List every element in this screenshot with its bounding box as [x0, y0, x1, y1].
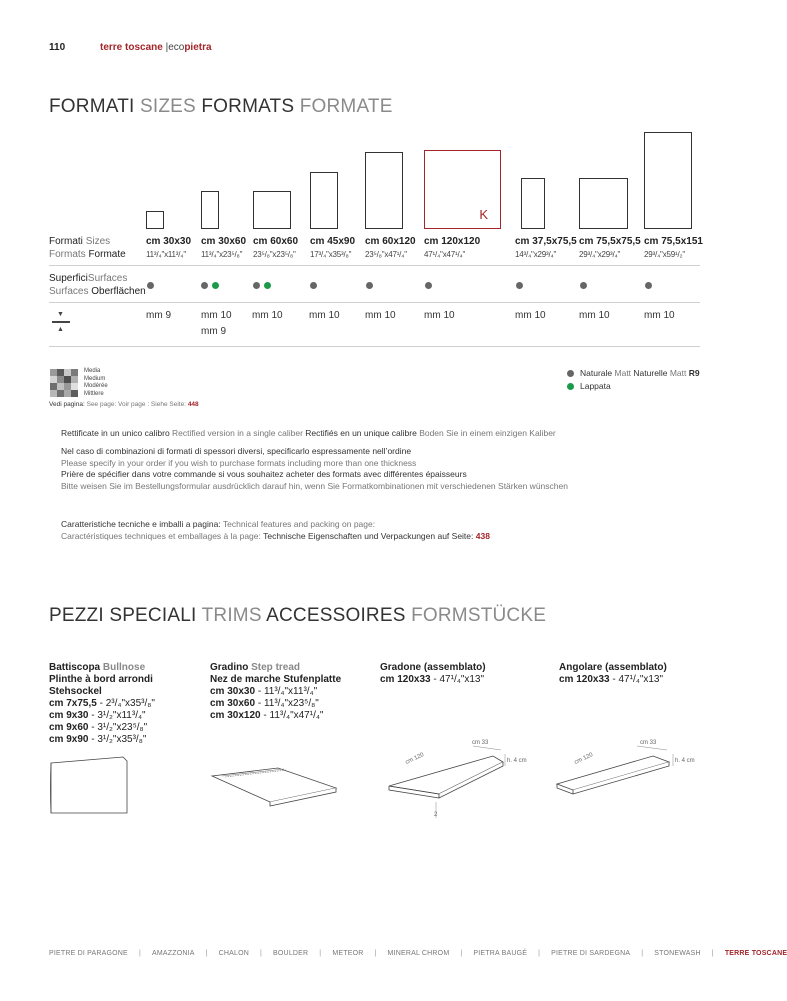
formats-title: FORMATI SIZES FORMATS FORMATE — [49, 96, 393, 117]
bullnose-drawing — [49, 755, 129, 817]
brand-name: terre toscane — [100, 42, 163, 53]
footer-link[interactable]: STONEWASH — [654, 950, 701, 957]
trims-title: PEZZI SPECIALI TRIMS ACCESSOIRES FORMSTÜCKE — [49, 605, 547, 626]
shade-variation-icon — [50, 369, 78, 397]
matt-dot — [201, 282, 208, 289]
page-number: 110 — [49, 42, 66, 53]
tile-60x120 — [365, 152, 403, 229]
legend-matt-dot — [567, 370, 574, 377]
size-inch: 17³/₄"x35³/₈" — [310, 250, 352, 259]
angolare-dim-b: cm 33 — [640, 740, 657, 746]
size-inch: 23⁵/₈"x23⁵/₈" — [253, 250, 296, 259]
size-cm: cm 120x120 — [424, 236, 481, 247]
size-cm: cm 30x30 — [146, 236, 192, 247]
size-inch: 47¹/₄"x47¹/₄" — [424, 250, 466, 259]
footer-nav: PIETRE DI PARAGONE | AMAZZONIA | CHALON | BOULDER | METEOR | MINERAL CHROM | PIETRA BAUGÉ | PIETRE DI SARDEGNA | STONEWASH | TERRE TOSCANE — [49, 950, 787, 957]
tile-75x75 — [579, 178, 628, 229]
surfaces-label-2: Surfaces Oberflächen — [49, 286, 146, 297]
size-inch: 14³/₄"x29³/₄" — [515, 250, 557, 259]
footer-link[interactable]: AMAZZONIA — [151, 950, 195, 957]
footer-link[interactable]: MINERAL CHROM — [387, 950, 450, 957]
matt-dot — [366, 282, 373, 289]
size-cm: cm 45x90 — [310, 236, 356, 247]
highlight-mark: K — [479, 207, 488, 222]
tile-60x60 — [253, 191, 291, 229]
size-cm: cm 60x120 — [365, 236, 416, 247]
variation-labels: Media Medium Modérée Mittlere — [84, 368, 108, 397]
step-tread-drawing — [210, 766, 340, 806]
brand-separator: | — [165, 42, 169, 53]
size-cm: cm 75,5x75,5 — [579, 236, 641, 247]
step-tread-block: Gradino Step tread Nez de marche Stufenplatte cm 30x30 - 11³/₄"x11³/₄" cm 30x60 - 11³/₄"x23⁵/₈" cm 30x120 - 11³/₄"x47¹/₄" — [210, 662, 342, 721]
gradone-dim-v: 2 — [434, 812, 438, 818]
thickness-value: mm 9 — [146, 310, 171, 321]
thickness-value: mm 10 — [424, 310, 455, 321]
thickness-value: mm 10 — [309, 310, 340, 321]
size-inch: 11³/₄"x23⁵/₈" — [201, 250, 243, 259]
footer-link[interactable]: PIETRE DI SARDEGNA — [551, 950, 631, 957]
thickness-value: mm 10 — [252, 310, 283, 321]
thickness-value: mm 9 — [201, 326, 226, 337]
tile-75x151 — [644, 132, 692, 229]
thickness-combination-note: Nel caso di combinazioni di formati di spessori diversi, specificarlo espressamente nell’ordine Please specify in your order if you wish to purchase formats including more than one thickness Prière de spécifier dans votre commande si vous souhaitez acheter des formats avec différentes épaisseurs Bitte weisen Sie im Bestellungsformular ausdrücklich darauf hin, wenn Sie Formatkombinationen mit verschiedenen Stärken wünschen — [61, 446, 568, 491]
matt-dot — [516, 282, 523, 289]
lappata-dot — [212, 282, 219, 289]
matt-dot — [310, 282, 317, 289]
divider — [49, 302, 700, 303]
gradone-dim-a: cm 120 — [404, 752, 426, 766]
legend-matt: Naturale Matt Naturelle Matt R9 — [580, 368, 700, 378]
matt-dot — [645, 282, 652, 289]
tile-30x60 — [201, 191, 219, 229]
size-inch: 29³/₄"x29³/₄" — [579, 250, 621, 259]
gradone-dim-b: cm 33 — [472, 740, 489, 746]
divider — [49, 346, 700, 347]
size-cm: cm 37,5x75,5 — [515, 236, 577, 247]
formats-label: Formati Sizes — [49, 236, 111, 247]
tile-120x120 — [424, 150, 501, 229]
gradone-drawing — [385, 738, 545, 820]
see-page: Vedi pagina: See page: Voir page : Siehe Seite: 448 — [49, 401, 199, 408]
matt-dot — [147, 282, 154, 289]
footer-link[interactable]: METEOR — [332, 950, 364, 957]
legend-lappata: Lappata — [580, 381, 611, 391]
lappata-dot — [264, 282, 271, 289]
footer-link[interactable]: PIETRA BAUGÉ — [473, 950, 528, 957]
gradone-dim-h: h. 4 cm — [507, 758, 527, 764]
thickness-icon: ▼ ▲ — [52, 311, 70, 335]
rectified-note: Rettificate in un unico calibro Rectified version in a single caliber Rectifiés en un unique calibre Boden Sie in einem einzigen Kaliber — [61, 428, 556, 438]
footer-link[interactable]: PIETRE DI PARAGONE — [49, 950, 128, 957]
brand-header — [100, 42, 212, 53]
size-cm: cm 60x60 — [253, 236, 299, 247]
matt-dot — [425, 282, 432, 289]
tile-45x90 — [310, 172, 338, 229]
angolare-dim-a: cm 120 — [573, 752, 595, 766]
tile-37x75 — [521, 178, 545, 229]
thickness-value: mm 10 — [515, 310, 546, 321]
thickness-value: mm 10 — [644, 310, 675, 321]
size-inch: 23⁵/₈"x47¹/₄" — [365, 250, 407, 259]
angolare-drawing — [553, 738, 693, 808]
angolare-block: Angolare (assemblato) cm 120x33 - 47¹/₄"x13" — [559, 662, 667, 685]
divider — [49, 265, 700, 266]
size-inch: 29³/₄"x59¹/₂" — [644, 250, 686, 259]
formats-label-2: Formats Formate — [49, 249, 126, 260]
size-inch: 11³/₄"x11³/₄" — [146, 250, 186, 259]
footer-link[interactable]: CHALON — [218, 950, 250, 957]
legend-lappata-dot — [567, 383, 574, 390]
thickness-value: mm 10 — [201, 310, 232, 321]
brand-pietra: pietra — [184, 42, 212, 53]
size-cm: cm 75,5x151 — [644, 236, 703, 247]
thickness-value: mm 10 — [579, 310, 610, 321]
gradone-block: Gradone (assemblato) cm 120x33 - 47¹/₄"x13" — [380, 662, 486, 685]
surfaces-label: SuperficiSurfaces — [49, 273, 128, 284]
technical-note: Caratteristiche tecniche e imballi a pagina: Technical features and packing on page: Caractéristiques techniques et emballages à la page: Technische Eigenschaften und Verpackungen auf Seite: 438 — [61, 519, 490, 541]
footer-link-active[interactable]: TERRE TOSCANE — [724, 950, 787, 957]
matt-dot — [253, 282, 260, 289]
matt-dot — [580, 282, 587, 289]
bullnose-block: Battiscopa Bullnose Plinthe à bord arrondi Stehsockel cm 7x75,5 - 2³/₄"x35³/₈" cm 9x30 - 3¹/₂"x11³/₄" cm 9x60 - 3¹/₂"x23⁵/₈" cm 9x90 - 3¹/₂"x35³/₈" — [49, 662, 155, 745]
size-cm: cm 30x60 — [201, 236, 247, 247]
footer-link[interactable]: BOULDER — [273, 950, 309, 957]
thickness-value: mm 10 — [365, 310, 396, 321]
brand-eco: eco — [168, 42, 185, 53]
angolare-dim-h: h. 4 cm — [675, 758, 695, 764]
tile-30x30 — [146, 211, 164, 229]
